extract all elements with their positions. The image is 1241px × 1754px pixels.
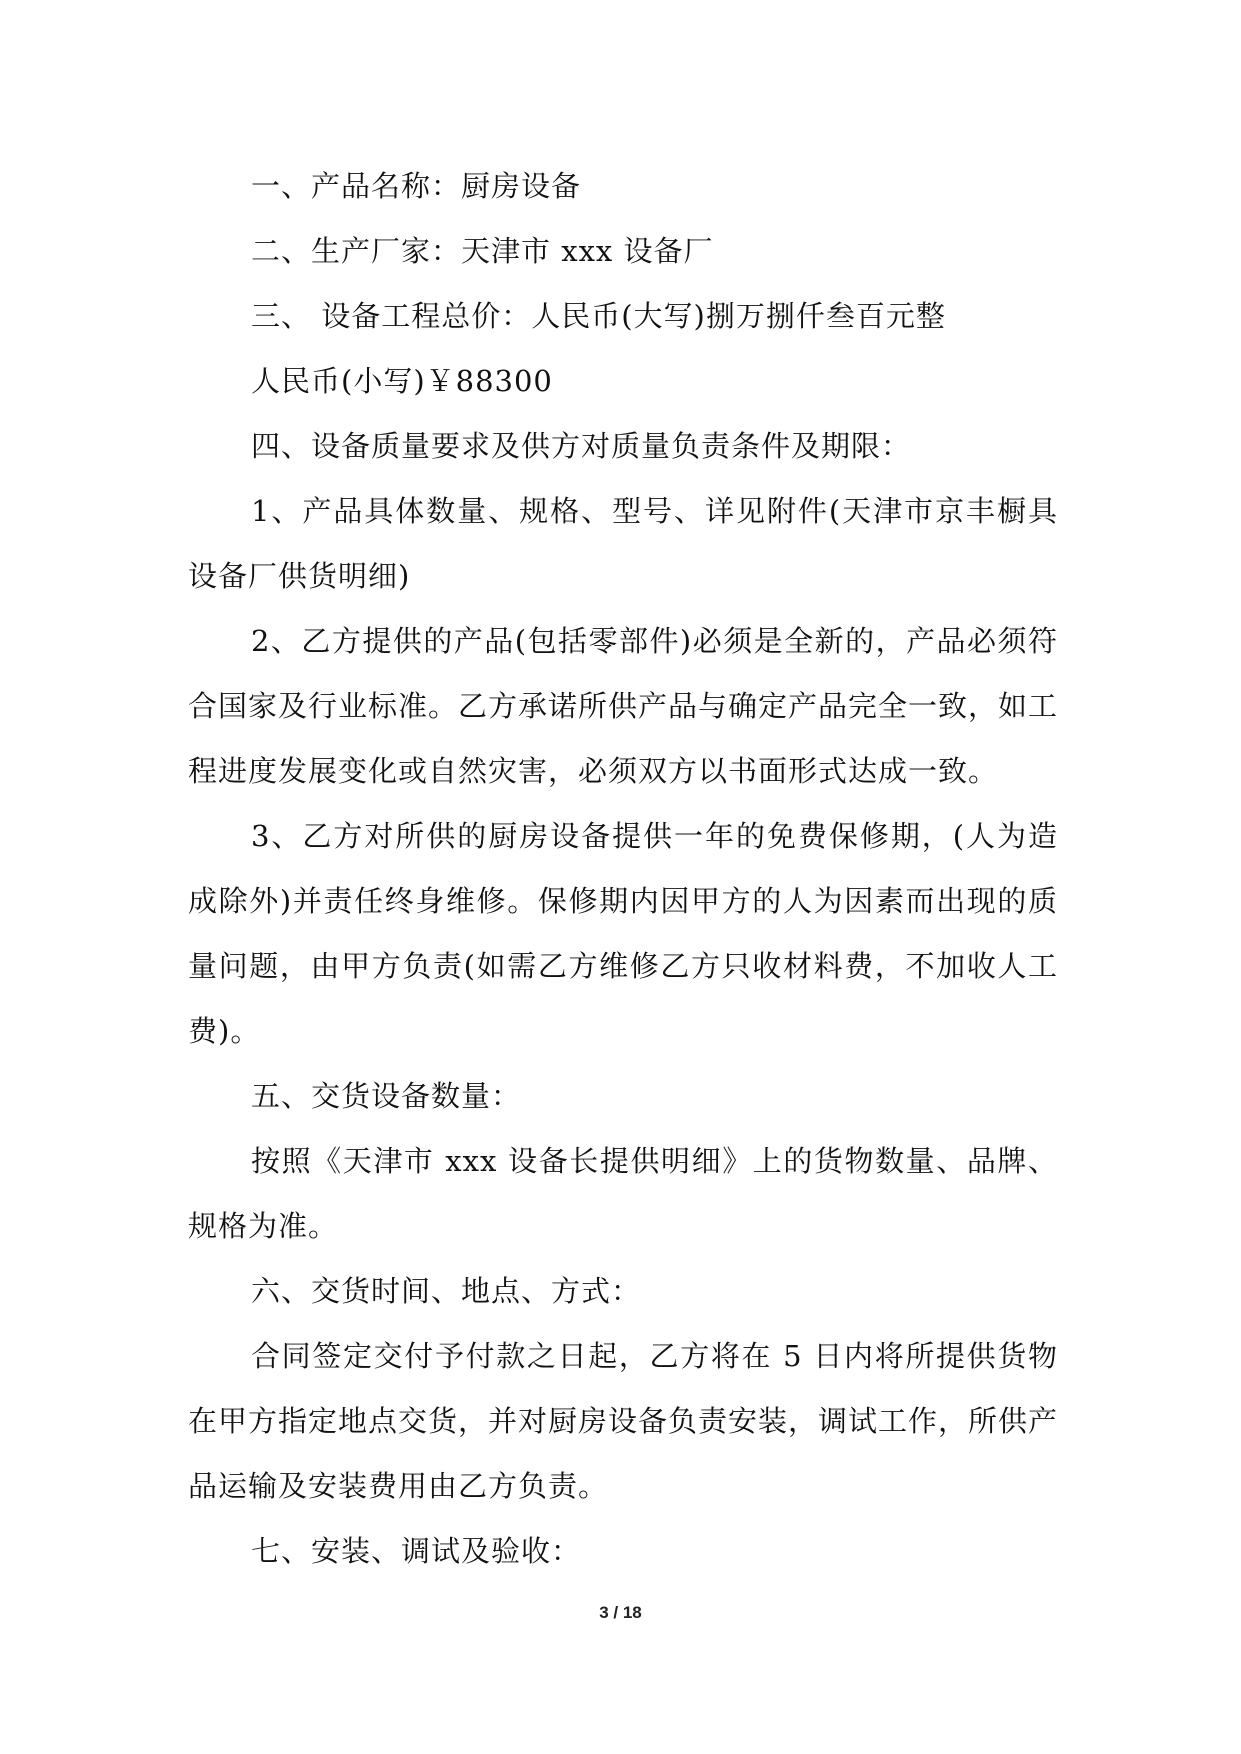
document-body — [188, 154, 1058, 1584]
clause-3-paragraph: 3、乙方对所供的厨房设备提供一年的免费保修期，(人为造成除外)并责任终身维修。保修期内因甲方的人为因素而出现的质量问题，由甲方负责(如需乙方维修乙方只收材料费，不加收人工费)。 — [188, 819, 1058, 1048]
total-price-numeric-paragraph: 人民币(小写)￥88300 — [251, 364, 553, 398]
total-price-uppercase-paragraph: 三、 设备工程总价：人民币(大写)捌万捌仟叁百元整 — [251, 299, 946, 333]
quality-requirements-heading: 四、设备质量要求及供方对质量负责条件及期限： — [251, 429, 912, 463]
installation-heading: 七、安装、调试及验收： — [251, 1534, 582, 1568]
clause-2-paragraph: 2、乙方提供的产品(包括零部件)必须是全新的，产品必须符合国家及行业标准。乙方承诺所供产品与确定产品完全一致，如工程进度发展变化或自然灾害，必须双方以书面形式达成一致。 — [188, 624, 1059, 788]
product-name-paragraph: 一、产品名称：厨房设备 — [251, 169, 582, 203]
page-number: 3 / 18 — [599, 1603, 642, 1622]
clause-1-paragraph: 1、产品具体数量、规格、型号、详见附件(天津市京丰橱具设备厂供货明细) — [188, 494, 1058, 593]
delivery-quantity-paragraph: 按照《天津市 xxx 设备长提供明细》上的货物数量、品牌、规格为准。 — [188, 1144, 1058, 1243]
delivery-time-heading: 六、交货时间、地点、方式： — [251, 1274, 642, 1308]
delivery-time-paragraph: 合同签定交付予付款之日起，乙方将在 5 日内将所提供货物在甲方指定地点交货，并对厨房设备负责安装，调试工作，所供产品运输及安装费用由乙方负责。 — [188, 1339, 1059, 1503]
manufacturer-paragraph: 二、生产厂家：天津市 xxx 设备厂 — [251, 234, 714, 268]
delivery-quantity-heading: 五、交货设备数量： — [251, 1079, 522, 1113]
